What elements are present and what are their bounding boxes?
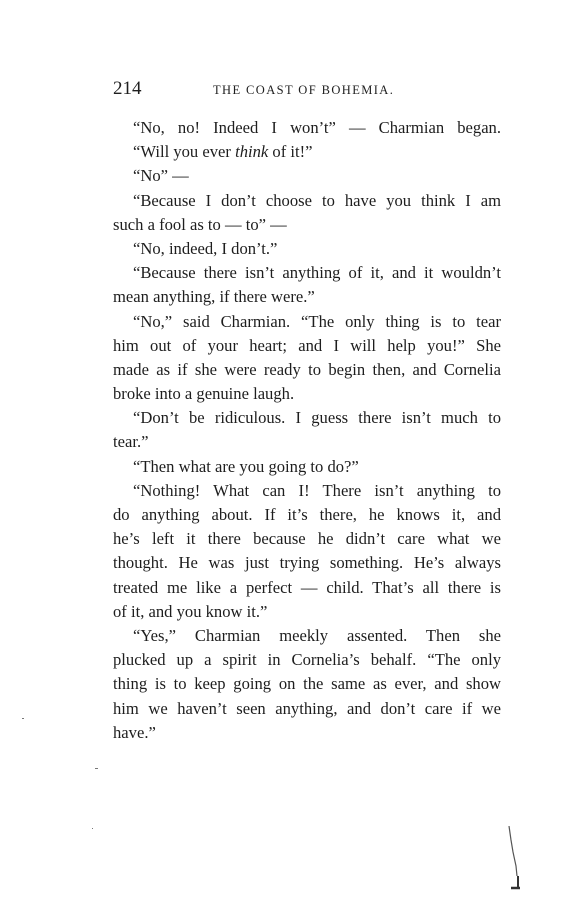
text-line: plucked up a spirit in Cornelia’s behalf. “The only xyxy=(113,650,501,670)
text-line: thing is to keep going on the same as ever, and show xyxy=(113,674,501,694)
text-line: him out of your heart; and I will help you!” She xyxy=(113,335,501,355)
text-line: do anything about. If it’s there, he knows it, and xyxy=(113,505,501,524)
text-run: of it!” xyxy=(268,142,313,162)
body-text xyxy=(113,116,501,745)
text-line: of it, and you know it.” xyxy=(113,601,268,621)
emphasis-text: think xyxy=(235,142,269,162)
page-header xyxy=(113,79,503,103)
text-line: broke into a genuine laugh. xyxy=(113,384,295,404)
speck xyxy=(92,828,93,829)
text-line: made as if she were ready to begin then, and Cornelia xyxy=(113,359,501,379)
text-line: him we haven’t seen anything, and don’t care if we xyxy=(113,698,501,718)
running-head: THE COAST OF BOHEMIA. xyxy=(213,83,395,97)
text-line: “Nothing! What can I! There isn’t anything to xyxy=(133,480,501,500)
text-line: “No, no! Indeed I won’t” — Charmian began. xyxy=(133,118,501,137)
text-line: “Yes,” Charmian meekly assented. Then she xyxy=(133,625,501,645)
text-line: tear.” xyxy=(113,432,149,452)
speck xyxy=(95,768,98,769)
text-line: have.” xyxy=(113,722,156,742)
text-line: “Because there isn’t anything of it, and it wouldn’t xyxy=(133,263,501,283)
text-line xyxy=(113,140,501,164)
page-number: 214 xyxy=(113,78,142,99)
text-line: such a fool as to — to” — xyxy=(113,214,287,234)
text-line: “No” — xyxy=(133,166,189,186)
page-edge-mark xyxy=(508,826,524,892)
text-line: treated me like a perfect — child. That’s all there is xyxy=(113,577,501,597)
text-line: “Because I don’t choose to have you think I am xyxy=(133,190,501,210)
text-line: “No,” said Charmian. “The only thing is to tear xyxy=(133,311,501,331)
text-line: he’s left it there because he didn’t care what we xyxy=(113,529,501,549)
text-line: thought. He was just trying something. He’s always xyxy=(113,553,501,573)
text-run: “Will you ever xyxy=(133,142,236,162)
speck xyxy=(22,718,24,719)
text-line: mean anything, if there were.” xyxy=(113,287,315,307)
text-line: “Then what are you going to do?” xyxy=(133,456,359,476)
text-line: “Don’t be ridiculous. I guess there isn’t much to xyxy=(133,408,501,428)
text-line: “No, indeed, I don’t.” xyxy=(133,238,278,258)
